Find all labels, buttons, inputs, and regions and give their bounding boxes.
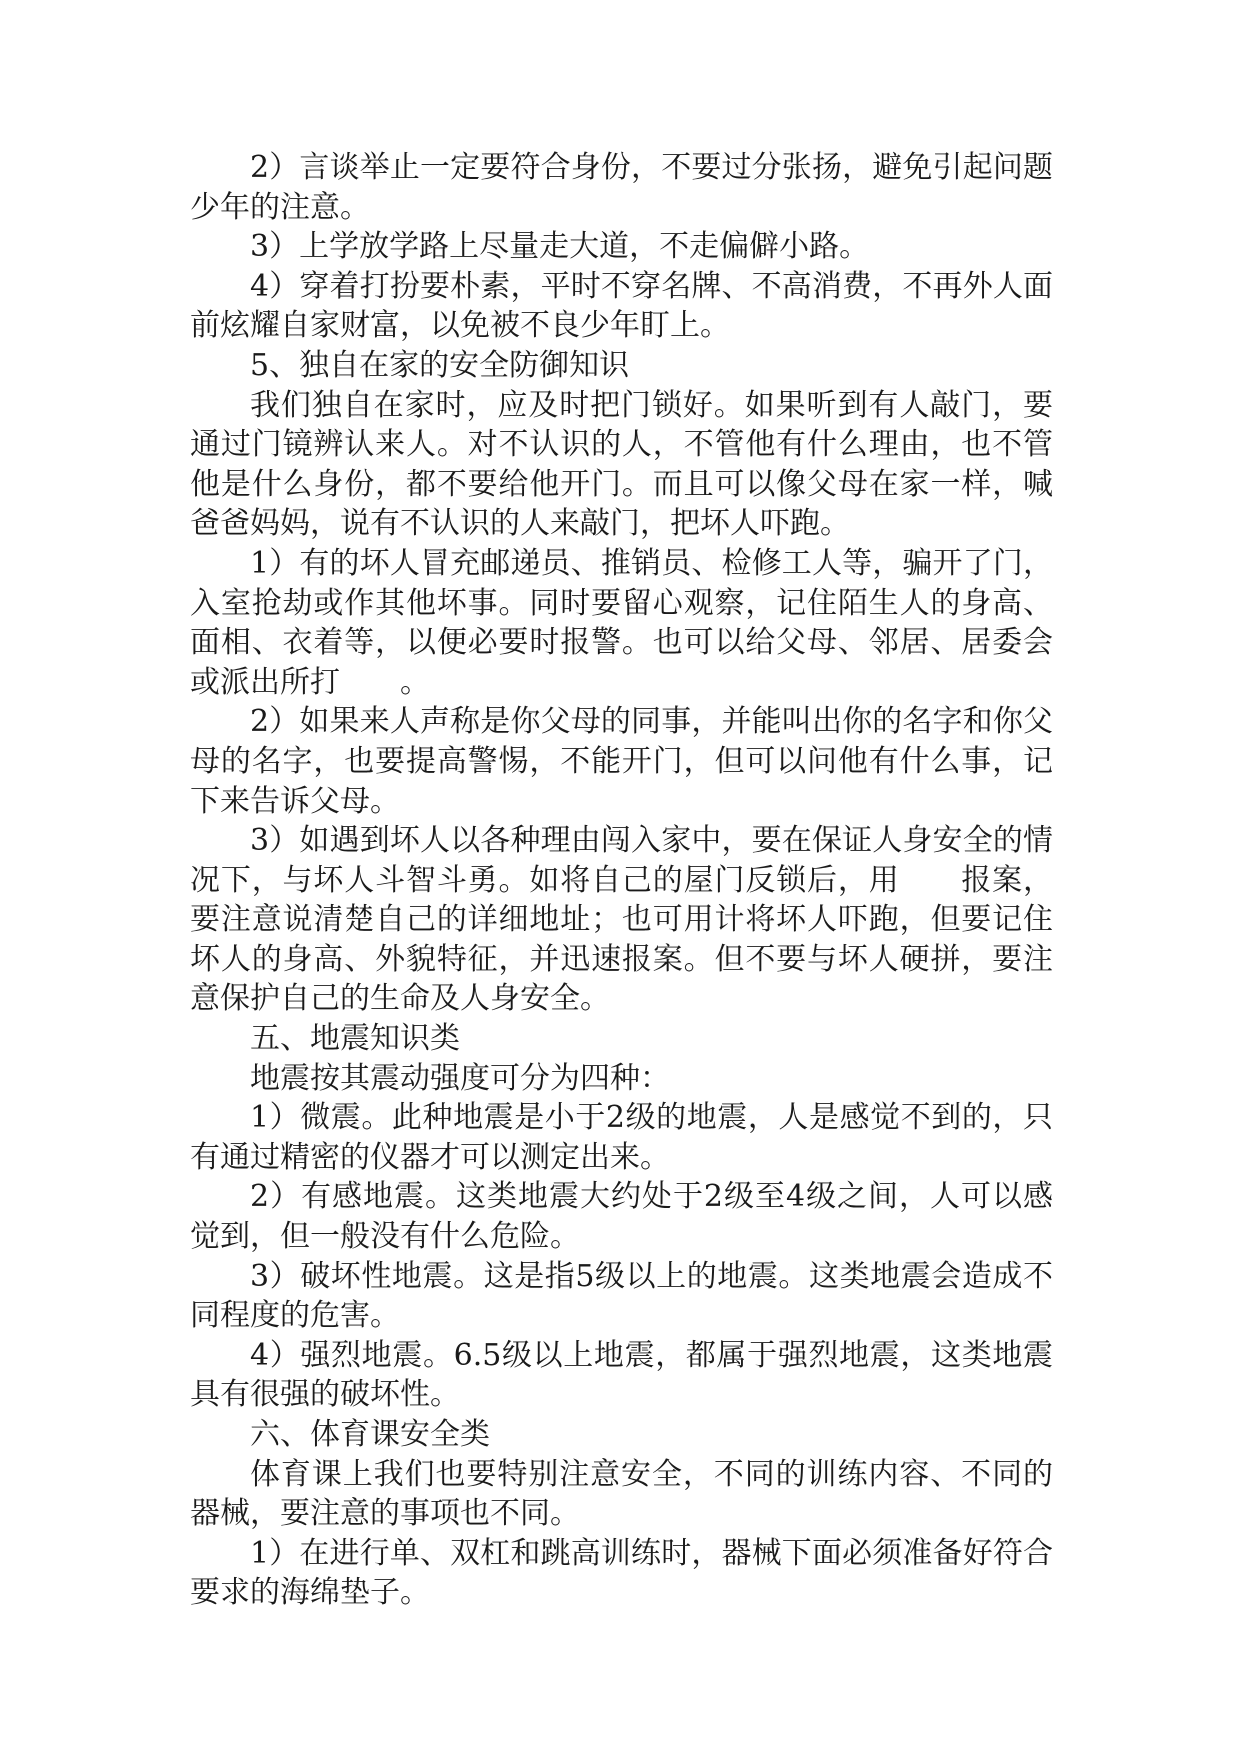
paragraph-item-1-microquake: 1）微震。此种地震是小于2级的地震，人是感觉不到的，只有通过精密的仪器才可以测定出来。: [190, 1100, 1053, 1175]
paragraph-item-2-identity: 2）言谈举止一定要符合身份，不要过分张扬，避免引起问题少年的注意。: [190, 150, 1053, 225]
paragraph-item-1-impostor: 1）有的坏人冒充邮递员、推销员、检修工人等，骗开了门，入室抢劫或作其他坏事。同时要留心观察，记住陌生人的身高、面相、衣着等，以便必要时报警。也可以给父母、邻居、居委会或派出所打 。: [190, 545, 1053, 700]
paragraph-item-3-route: 3）上学放学路上尽量走大道，不走偏僻小路。: [250, 229, 870, 265]
section-heading-earthquake: 五、地震知识类: [250, 1021, 460, 1057]
paragraph-item-4-dress: 4）穿着打扮要朴素，平时不穿名牌、不高消费，不再外人面前炫耀自家财富，以免被不良少年盯上。: [190, 268, 1053, 344]
paragraph-item-3-intruder: 3）如遇到坏人以各种理由闯入家中，要在保证人身安全的情况下，与坏人斗智斗勇。如将自己的屋门反锁后，用 报案，要注意说清楚自己的详细地址；也可用计将坏人吓跑，但要记住坏人的身高、外貌特征，并迅速报案。但不要与坏人硬拼，要注意保护自己的生命及人身安全。: [190, 823, 1053, 1017]
section-heading-pe-safety: 六、体育课安全类: [250, 1417, 490, 1452]
paragraph-item-1-gymnastics: 1）在进行单、双杠和跳高训练时，器械下面必须准备好符合要求的海绵垫子。: [190, 1535, 1053, 1611]
section-heading-home-alone: 5、独自在家的安全防御知识: [250, 347, 630, 383]
paragraph-item-2-coworker: 2）如果来人声称是你父母的同事，并能叫出你的名字和你父母的名字，也要提高警惕，不能开门，但可以问他有什么事，记下来告诉父母。: [190, 704, 1053, 819]
paragraph-item-4-strong-quake: 4）强烈地震。6.5级以上地震，都属于强烈地震，这类地震具有很强的破坏性。: [190, 1337, 1053, 1413]
paragraph-home-alone-intro: 我们独自在家时，应及时把门锁好。如果听到有人敲门，要通过门镜辨认来人。对不认识的人，不管他有什么理由，也不管他是什么身份，都不要给他开门。而且可以像父母在家一样，喊爸爸妈妈，说有不认识的人来敲门，把坏人吓跑。: [190, 387, 1053, 542]
paragraph-pe-intro: 体育课上我们也要特别注意安全，不同的训练内容、不同的器械，要注意的事项也不同。: [190, 1456, 1053, 1532]
paragraph-earthquake-intro: 地震按其震动强度可分为四种：: [250, 1060, 670, 1096]
paragraph-item-3-destructive-quake: 3）破坏性地震。这是指5级以上的地震。这类地震会造成不同程度的危害。: [190, 1258, 1053, 1334]
document-body: [190, 148, 1053, 1613]
paragraph-item-2-felt-quake: 2）有感地震。这类地震大约处于2级至4级之间，人可以感觉到，但一般没有什么危险。: [190, 1179, 1053, 1255]
